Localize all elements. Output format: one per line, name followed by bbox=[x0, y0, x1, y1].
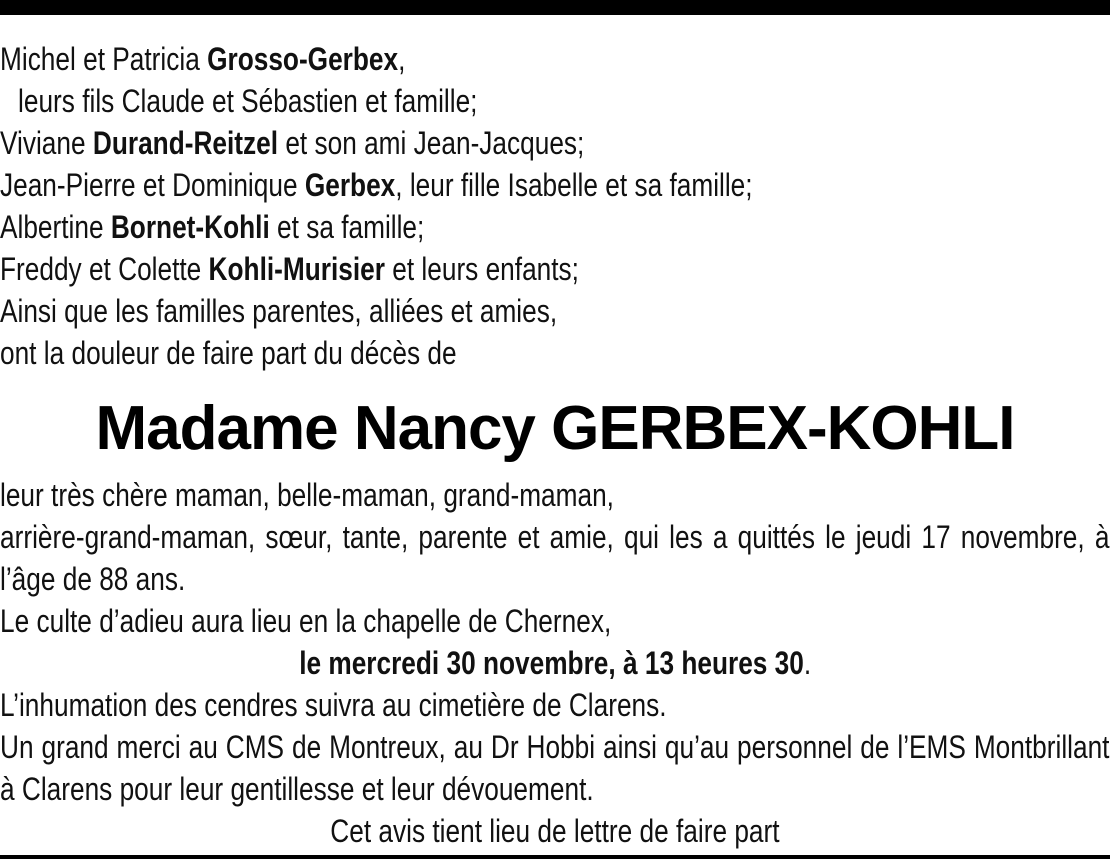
family-line-text: Albertine bbox=[0, 209, 111, 245]
family-surname: Gerbex bbox=[304, 167, 396, 203]
ceremony-line: Le culte d’adieu aura lieu en la chapelle de Chernex, bbox=[0, 603, 612, 639]
family-line-1 bbox=[0, 38, 1110, 80]
family-line-8 bbox=[0, 332, 1110, 374]
family-line-text: Freddy et Colette bbox=[0, 251, 209, 287]
family-line-text: Viviane bbox=[0, 125, 93, 161]
family-line-7 bbox=[0, 290, 1110, 332]
family-line-2 bbox=[0, 80, 1110, 122]
family-line-text: ont la douleur de faire part du décès de bbox=[0, 335, 457, 371]
relation-line: leur très chère maman, belle-maman, grand-maman, bbox=[0, 477, 614, 513]
family-line-text: et leurs enfants; bbox=[384, 251, 579, 287]
family-line-text: leurs fils Claude et Sébastien et famille; bbox=[18, 83, 478, 119]
deceased-name: Madame Nancy GERBEX-KOHLI bbox=[95, 394, 1015, 463]
family-line-6 bbox=[0, 248, 1110, 290]
family-line-4 bbox=[0, 164, 1110, 206]
bottom-rule bbox=[0, 855, 1110, 859]
family-surname: Bornet-Kohli bbox=[110, 209, 270, 245]
family-line-5 bbox=[0, 206, 1110, 248]
family-line-text: Ainsi que les familles parentes, alliées et amies, bbox=[0, 293, 558, 329]
family-line-text: Jean-Pierre et Dominique bbox=[0, 167, 305, 203]
ceremony-date-text: le mercredi 30 novembre, à 13 heures 30 bbox=[299, 645, 804, 681]
family-line-text: Michel et Patricia bbox=[0, 41, 208, 77]
family-surname: Grosso-Gerbex bbox=[207, 41, 399, 77]
family-line-text: et sa famille; bbox=[269, 209, 425, 245]
death-notice bbox=[0, 38, 1110, 852]
family-line-3 bbox=[0, 122, 1110, 164]
family-line-text: et son ami Jean-Jacques; bbox=[278, 125, 585, 161]
relation-paragraph: arrière-grand-maman, sœur, tante, parente et amie, qui les a quittés le jeudi 17 novembre, à l’âge de 88 ans. bbox=[0, 519, 1110, 597]
ceremony-date bbox=[0, 642, 1110, 684]
ceremony-date-end: . bbox=[803, 645, 811, 681]
burial-line: L’inhumation des cendres suivra au cimetière de Clarens. bbox=[0, 687, 667, 723]
family-surname: Durand-Reitzel bbox=[92, 125, 279, 161]
closing-line bbox=[0, 810, 1110, 852]
family-line-text: , leur fille Isabelle et sa famille; bbox=[395, 167, 753, 203]
closing-line-text: Cet avis tient lieu de lettre de faire part bbox=[330, 813, 780, 849]
top-rule bbox=[0, 0, 1110, 15]
family-surname: Kohli-Murisier bbox=[208, 251, 385, 287]
family-line-text: , bbox=[398, 41, 406, 77]
thanks-paragraph: Un grand merci au CMS de Montreux, au Dr Hobbi ainsi qu’au personnel de l’EMS Montbrillant à Clarens pour leur gentillesse et leur dévouement. bbox=[0, 729, 1110, 807]
